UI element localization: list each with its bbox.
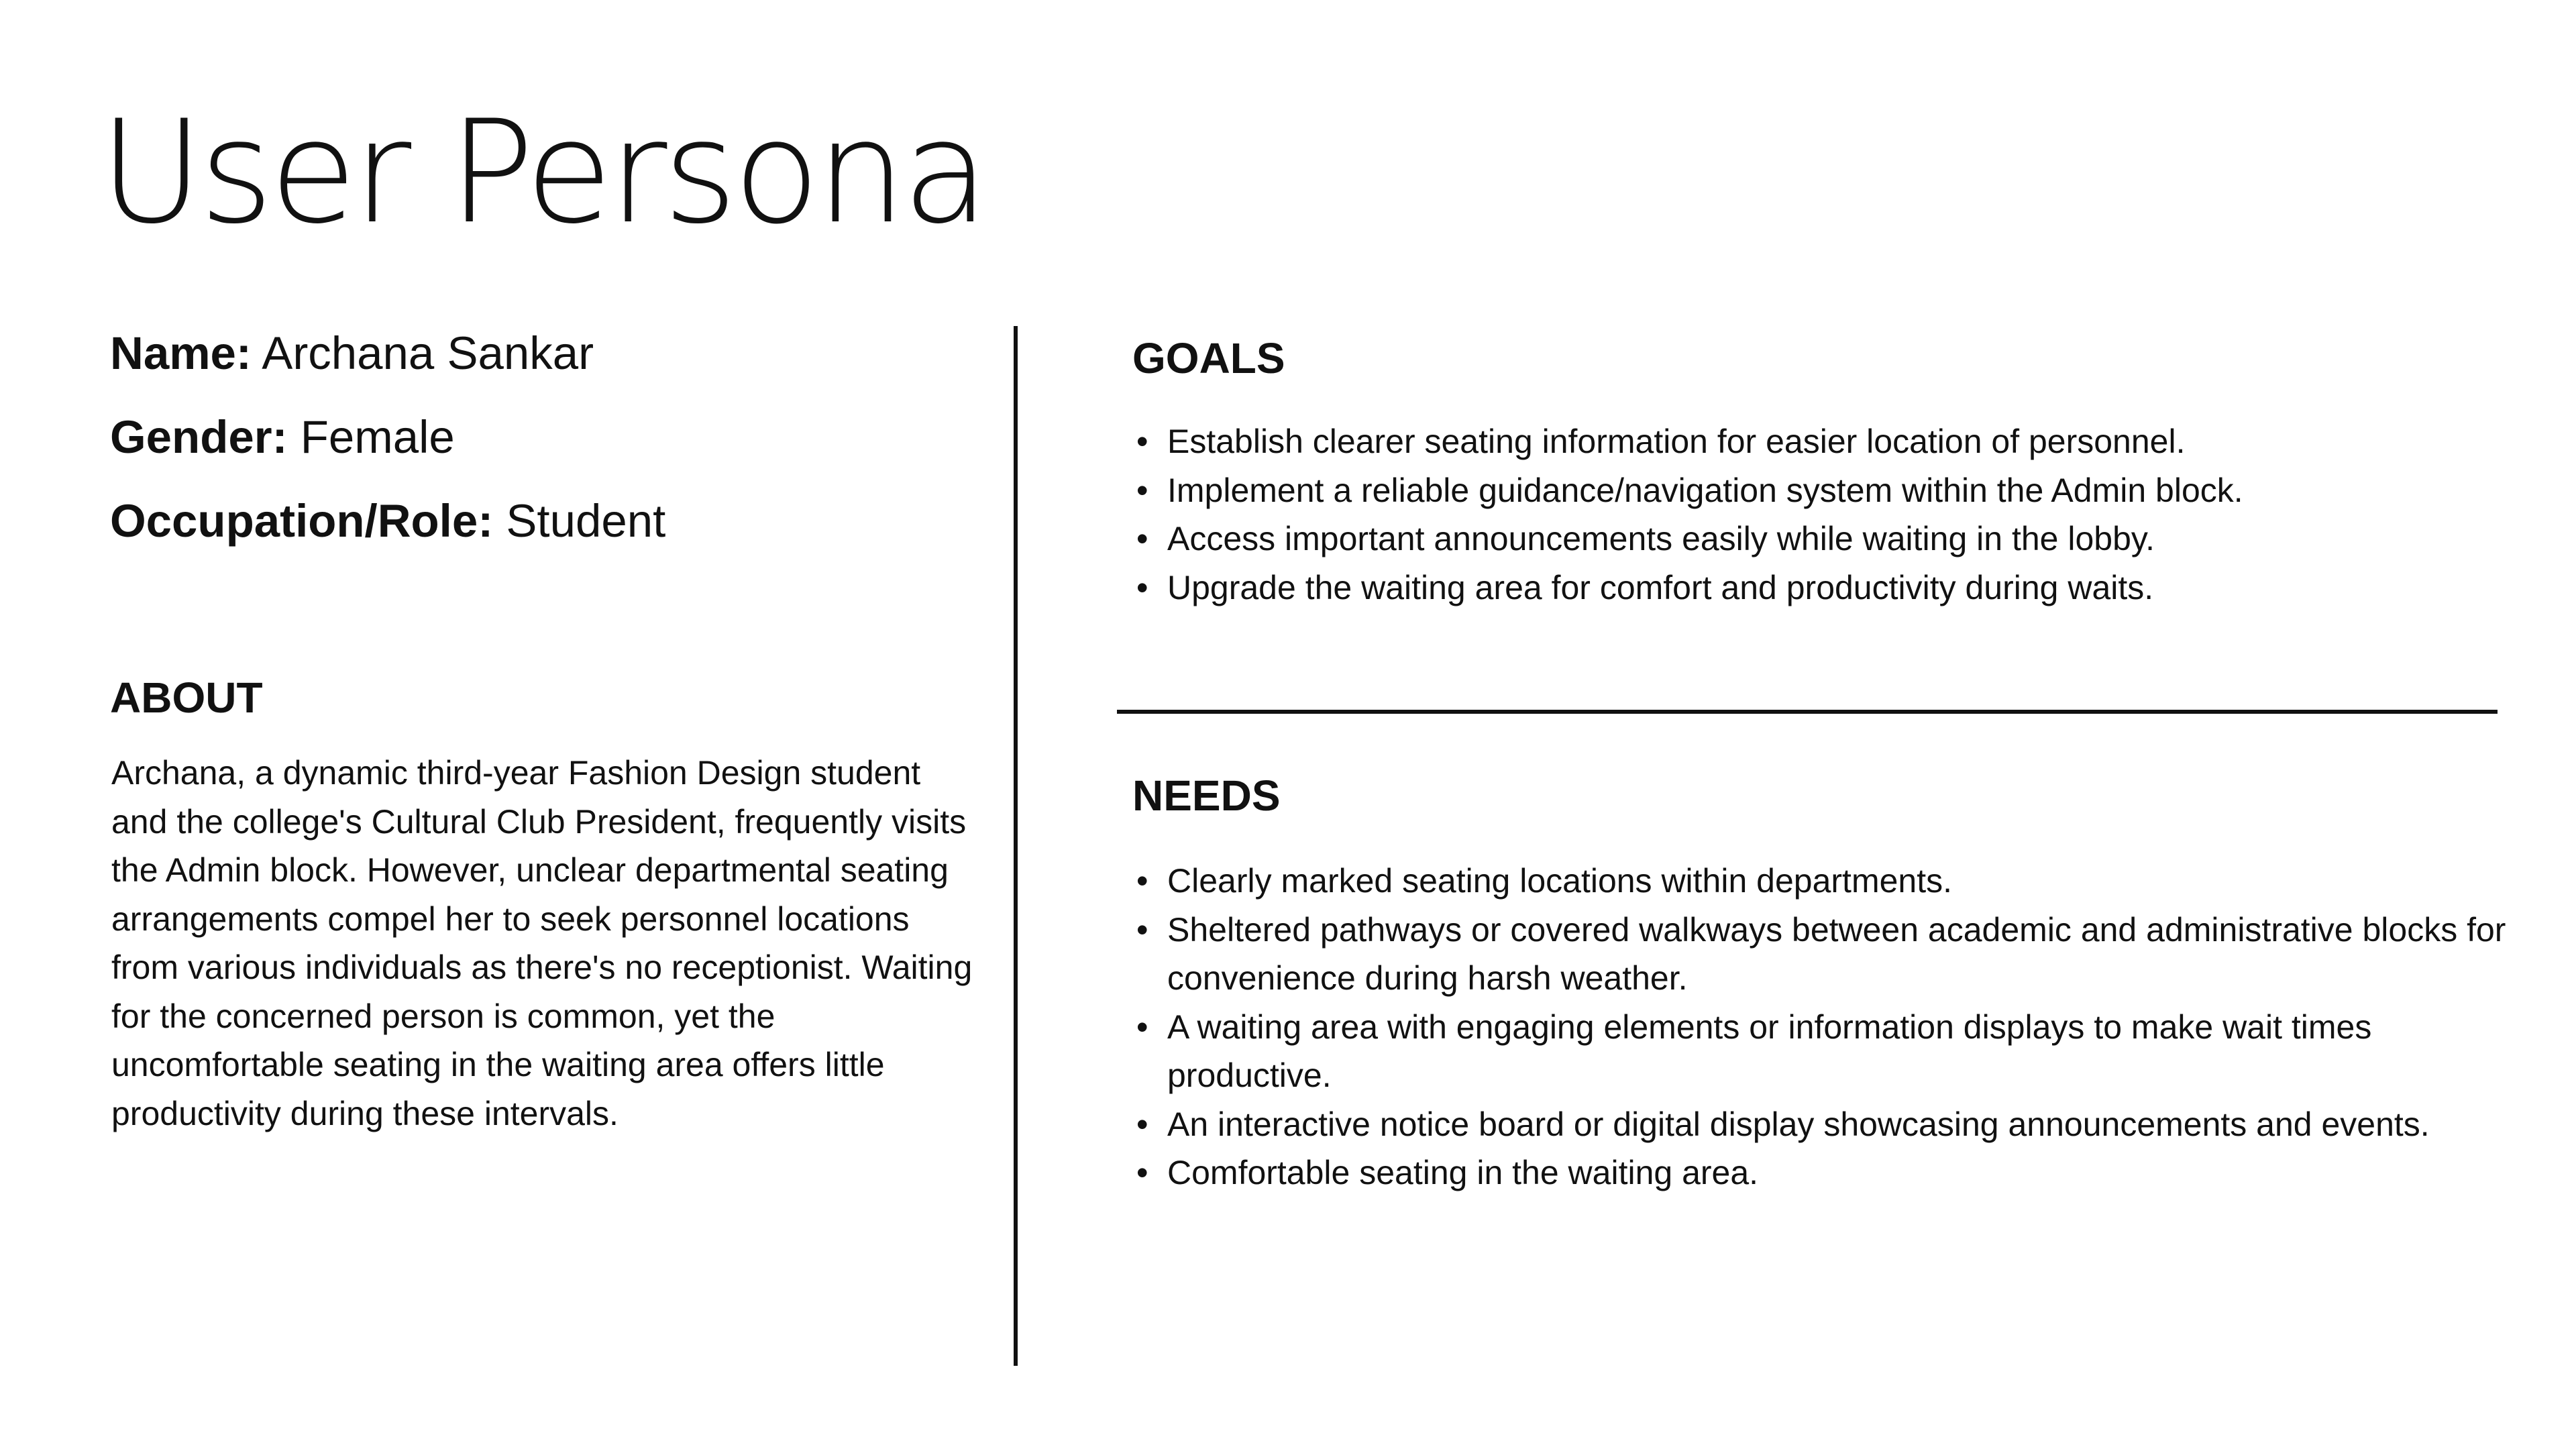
needs-heading: NEEDS [1132, 771, 1281, 820]
need-text: Sheltered pathways or covered walkways between academic and administrative blocks for convenience during harsh weather. [1167, 910, 2506, 997]
list-item [1132, 857, 2514, 906]
gender-value: Female [300, 411, 455, 463]
occupation-field [110, 494, 982, 549]
list-item [1132, 564, 2514, 612]
need-text: An interactive notice board or digital display showcasing announcements and events. [1167, 1105, 2430, 1143]
bullet-icon: • [1136, 423, 1148, 460]
horizontal-divider [1117, 710, 2498, 714]
name-value: Archana Sankar [262, 327, 594, 379]
goals-list [1132, 417, 2514, 612]
bullet-icon: • [1136, 1154, 1148, 1191]
name-label: Name: [110, 327, 252, 379]
goal-text: Upgrade the waiting area for comfort and productivity during waits. [1167, 568, 2154, 606]
bullet-icon: • [1136, 1105, 1148, 1143]
goal-text: Implement a reliable guidance/navigation system within the Admin block. [1167, 471, 2243, 509]
goal-text: Access important announcements easily while waiting in the lobby. [1167, 520, 2155, 557]
goal-text: Establish clearer seating information for easier location of personnel. [1167, 423, 2186, 460]
list-item [1132, 466, 2514, 515]
bullet-icon: • [1136, 910, 1148, 949]
needs-list [1132, 857, 2514, 1197]
list-item [1132, 906, 2514, 1003]
profile-section [110, 326, 982, 577]
list-item [1132, 515, 2514, 564]
occupation-label: Occupation/Role: [110, 494, 494, 547]
list-item [1132, 1148, 2514, 1197]
bullet-icon: • [1136, 862, 1148, 900]
bullet-icon: • [1136, 520, 1148, 557]
goals-heading: GOALS [1132, 334, 1285, 382]
gender-label: Gender: [110, 411, 288, 463]
list-item [1132, 1003, 2514, 1100]
bullet-icon: • [1136, 1008, 1148, 1046]
about-text: Archana, a dynamic third-year Fashion Design student and the college's Cultural Club President, frequently visits the Admin block. However, unclear departmental seating arrangements compel her to seek personnel locations from various individuals as there's no receptionist. Waiting for the concerned person is common, yet the uncomfortable seating in the waiting area offers little productivity during these intervals. [111, 754, 973, 1132]
page-title: User Persona [99, 89, 985, 255]
need-text: Clearly marked seating locations within departments. [1167, 862, 1952, 900]
bullet-icon: • [1136, 471, 1148, 509]
list-item [1132, 417, 2514, 466]
name-field [110, 326, 982, 382]
need-text: A waiting area with engaging elements or information displays to make wait times productive. [1167, 1008, 2372, 1094]
list-item [1132, 1100, 2514, 1149]
vertical-divider [1014, 326, 1018, 1366]
about-heading: ABOUT [110, 674, 263, 722]
bullet-icon: • [1136, 568, 1148, 606]
need-text: Comfortable seating in the waiting area. [1167, 1154, 1759, 1191]
gender-field [110, 410, 982, 466]
occupation-value: Student [506, 494, 666, 547]
